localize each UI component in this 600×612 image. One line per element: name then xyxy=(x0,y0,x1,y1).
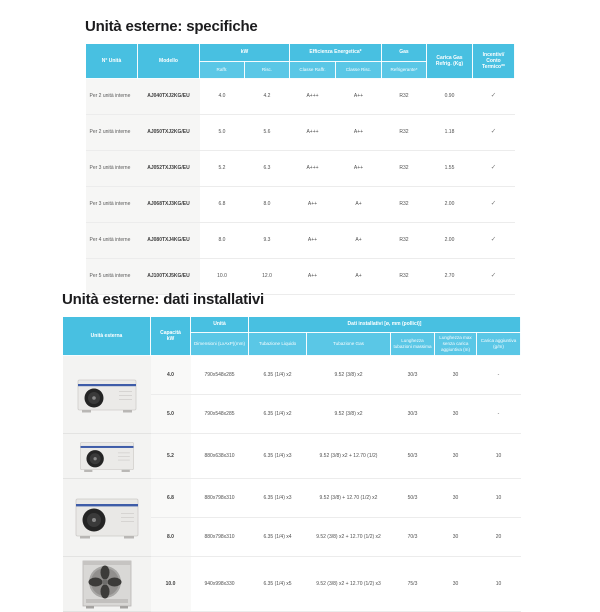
cell-lunghezza: 30/3 xyxy=(391,395,435,434)
spec-table-row xyxy=(86,187,515,223)
col-header-lunghezza-senza-carica: Lunghezza max senza carica aggiuntiva (m) xyxy=(435,333,477,356)
cell-raffr: 8.0 xyxy=(200,223,245,259)
checkmark-icon: ✓ xyxy=(473,115,515,151)
cell-n-unita: Per 3 unità interne xyxy=(86,187,138,223)
cell-lunghezza: 50/3 xyxy=(391,434,435,479)
cell-classe-risc: A++ xyxy=(336,79,382,115)
cell-raffr: 10.0 xyxy=(200,259,245,295)
cell-risc: 4.2 xyxy=(245,79,290,115)
cell-risc: 8.0 xyxy=(245,187,290,223)
cell-classe-risc: A+ xyxy=(336,187,382,223)
cell-tubazione-liquido: 6.35 (1/4) x3 xyxy=(249,434,307,479)
col-header-dati-installativi-span: Dati installativi [ø, mm (pollici)] xyxy=(249,317,521,333)
cell-risc: 9.3 xyxy=(245,223,290,259)
cell-risc: 12.0 xyxy=(245,259,290,295)
cell-carica: 1.18 xyxy=(427,115,473,151)
spec-table-row xyxy=(86,151,515,187)
cell-carica-aggiuntiva: 10 xyxy=(477,479,521,518)
cell-dimensioni: 790x548x285 xyxy=(191,395,249,434)
cell-gas: R32 xyxy=(382,151,427,187)
cell-senza-carica: 30 xyxy=(435,557,477,612)
cell-carica: 2.00 xyxy=(427,187,473,223)
col-header-capacita xyxy=(151,317,191,356)
cell-tubazione-liquido: 6.35 (1/4) x3 xyxy=(249,479,307,518)
cell-n-unita: Per 2 unità interne xyxy=(86,115,138,151)
install-table xyxy=(62,316,521,612)
cell-carica: 2.00 xyxy=(427,223,473,259)
col-header-carica-gas: Carica Gas Refrig. (Kg) xyxy=(427,44,473,79)
spec-table xyxy=(85,43,515,295)
cell-classe-risc: A+ xyxy=(336,259,382,295)
cell-classe-raffr: A+++ xyxy=(290,115,336,151)
cell-dimensioni: 790x548x285 xyxy=(191,356,249,395)
cell-capacita: 5.0 xyxy=(151,395,191,434)
cell-classe-risc: A+ xyxy=(336,223,382,259)
cell-senza-carica: 30 xyxy=(435,356,477,395)
cell-carica-aggiuntiva: 10 xyxy=(477,557,521,612)
install-table-row xyxy=(63,434,521,479)
col-header-classe-risc: Classe Risc. xyxy=(336,62,382,79)
cell-raffr: 5.2 xyxy=(200,151,245,187)
checkmark-icon: ✓ xyxy=(473,151,515,187)
outdoor-unit-large-image xyxy=(63,557,151,612)
col-header-efficienza: Efficienza Energetica* xyxy=(290,44,382,62)
col-header-gas: Gas xyxy=(382,44,427,62)
install-table-row xyxy=(63,356,521,395)
cell-senza-carica: 30 xyxy=(435,395,477,434)
col-header-n-unita: N° Unità xyxy=(86,44,138,79)
cell-risc: 5.6 xyxy=(245,115,290,151)
cell-classe-raffr: A++ xyxy=(290,223,336,259)
cell-lunghezza: 30/3 xyxy=(391,356,435,395)
spec-table-row xyxy=(86,115,515,151)
col-header-incentivi: Incentivi/ Conto Termico** xyxy=(473,44,515,79)
cell-n-unita: Per 3 unità interne xyxy=(86,151,138,187)
cell-capacita: 8.0 xyxy=(151,518,191,557)
cell-capacita: 4.0 xyxy=(151,356,191,395)
outdoor-unit-medium-image xyxy=(63,479,151,557)
cell-modello: AJ080TXJ4KG/EU xyxy=(138,223,200,259)
outdoor-unit-small-image xyxy=(63,356,151,434)
cell-modello: AJ040TXJ2KG/EU xyxy=(138,79,200,115)
cell-modello: AJ068TXJ3KG/EU xyxy=(138,187,200,223)
cell-classe-raffr: A+++ xyxy=(290,79,336,115)
cell-raffr: 6.8 xyxy=(200,187,245,223)
cell-carica-aggiuntiva: 20 xyxy=(477,518,521,557)
outdoor-unit-small-image xyxy=(63,434,151,479)
cell-carica: 0.90 xyxy=(427,79,473,115)
col-header-classe-raffr: Classe Raffr. xyxy=(290,62,336,79)
cell-tubazione-gas: 9.52 (3/8) x2 + 12.70 (1/2) x3 xyxy=(307,557,391,612)
cell-classe-raffr: A+++ xyxy=(290,151,336,187)
cell-carica: 1.55 xyxy=(427,151,473,187)
section-dati-installativi xyxy=(62,291,520,612)
col-header-dimensioni: Dimensioni (LxAxP)(mm) xyxy=(191,333,249,356)
cell-raffr: 4.0 xyxy=(200,79,245,115)
cell-gas: R32 xyxy=(382,187,427,223)
section-specifiche xyxy=(85,18,514,295)
cell-lunghezza: 75/3 xyxy=(391,557,435,612)
cell-tubazione-liquido: 6.35 (1/4) x2 xyxy=(249,395,307,434)
col-header-refrigerante: Refrigerante* xyxy=(382,62,427,79)
install-table-row xyxy=(63,479,521,518)
cell-dimensioni: 880x798x310 xyxy=(191,479,249,518)
cell-carica-aggiuntiva: - xyxy=(477,395,521,434)
cell-modello: AJ050TXJ2KG/EU xyxy=(138,115,200,151)
cell-classe-risc: A++ xyxy=(336,151,382,187)
cell-classe-raffr: A++ xyxy=(290,187,336,223)
cell-tubazione-gas: 9.52 (3/8) x2 + 12.70 (1/2) x2 xyxy=(307,518,391,557)
cell-n-unita: Per 4 unità interne xyxy=(86,223,138,259)
section-title-specifiche: Unità esterne: specifiche xyxy=(85,18,258,35)
cell-modello: AJ052TXJ3KG/EU xyxy=(138,151,200,187)
cell-classe-raffr: A++ xyxy=(290,259,336,295)
col-header-lunghezza-massima: Lunghezza tubazioni massima xyxy=(391,333,435,356)
checkmark-icon: ✓ xyxy=(473,223,515,259)
cell-n-unita: Per 2 unità interne xyxy=(86,79,138,115)
section-title-dati-installativi: Unità esterne: dati installativi xyxy=(62,291,264,308)
checkmark-icon: ✓ xyxy=(473,259,515,295)
col-header-modello: Modello xyxy=(138,44,200,79)
col-header-capacita-label: Capacità xyxy=(160,329,181,336)
col-header-tubazione-gas: Tubazione Gas xyxy=(307,333,391,356)
col-header-kw-label: kW xyxy=(166,336,175,342)
col-header-unita-esterna: Unità esterna xyxy=(63,317,151,356)
cell-tubazione-gas: 9.52 (3/8) x2 xyxy=(307,356,391,395)
cell-classe-risc: A++ xyxy=(336,115,382,151)
cell-n-unita: Per 5 unità interne xyxy=(86,259,138,295)
cell-tubazione-gas: 9.52 (3/8) + 12.70 (1/2) x2 xyxy=(307,479,391,518)
cell-dimensioni: 880x638x310 xyxy=(191,434,249,479)
cell-carica-aggiuntiva: 10 xyxy=(477,434,521,479)
cell-capacita: 10.0 xyxy=(151,557,191,612)
cell-gas: R32 xyxy=(382,79,427,115)
cell-carica: 2.70 xyxy=(427,259,473,295)
col-header-unita: Unità xyxy=(191,317,249,333)
col-header-kw: kW xyxy=(200,44,290,62)
cell-gas: R32 xyxy=(382,259,427,295)
cell-modello: AJ100TXJ5KG/EU xyxy=(138,259,200,295)
cell-tubazione-liquido: 6.35 (1/4) x5 xyxy=(249,557,307,612)
col-header-risc: Risc. xyxy=(245,62,290,79)
spec-table-row xyxy=(86,79,515,115)
cell-capacita: 6.8 xyxy=(151,479,191,518)
cell-senza-carica: 30 xyxy=(435,434,477,479)
cell-lunghezza: 70/3 xyxy=(391,518,435,557)
checkmark-icon: ✓ xyxy=(473,79,515,115)
cell-gas: R32 xyxy=(382,223,427,259)
cell-tubazione-gas: 9.52 (3/8) x2 xyxy=(307,395,391,434)
cell-senza-carica: 30 xyxy=(435,518,477,557)
cell-raffr: 5.0 xyxy=(200,115,245,151)
cell-gas: R32 xyxy=(382,115,427,151)
col-header-carica-aggiuntiva: Carica aggiuntiva (g/m) xyxy=(477,333,521,356)
cell-tubazione-gas: 9.52 (3/8) x2 + 12.70 (1/2) xyxy=(307,434,391,479)
install-table-row xyxy=(63,557,521,612)
cell-senza-carica: 30 xyxy=(435,479,477,518)
cell-tubazione-liquido: 6.35 (1/4) x2 xyxy=(249,356,307,395)
cell-tubazione-liquido: 6.35 (1/4) x4 xyxy=(249,518,307,557)
spec-table-row xyxy=(86,223,515,259)
cell-capacita: 5.2 xyxy=(151,434,191,479)
col-header-tubazione-liquido: Tubazione Liquido xyxy=(249,333,307,356)
cell-lunghezza: 50/3 xyxy=(391,479,435,518)
cell-dimensioni: 880x798x310 xyxy=(191,518,249,557)
spec-table-row xyxy=(86,259,515,295)
checkmark-icon: ✓ xyxy=(473,187,515,223)
col-header-raffr: Raffr. xyxy=(200,62,245,79)
cell-carica-aggiuntiva: - xyxy=(477,356,521,395)
cell-risc: 6.3 xyxy=(245,151,290,187)
cell-dimensioni: 940x998x330 xyxy=(191,557,249,612)
